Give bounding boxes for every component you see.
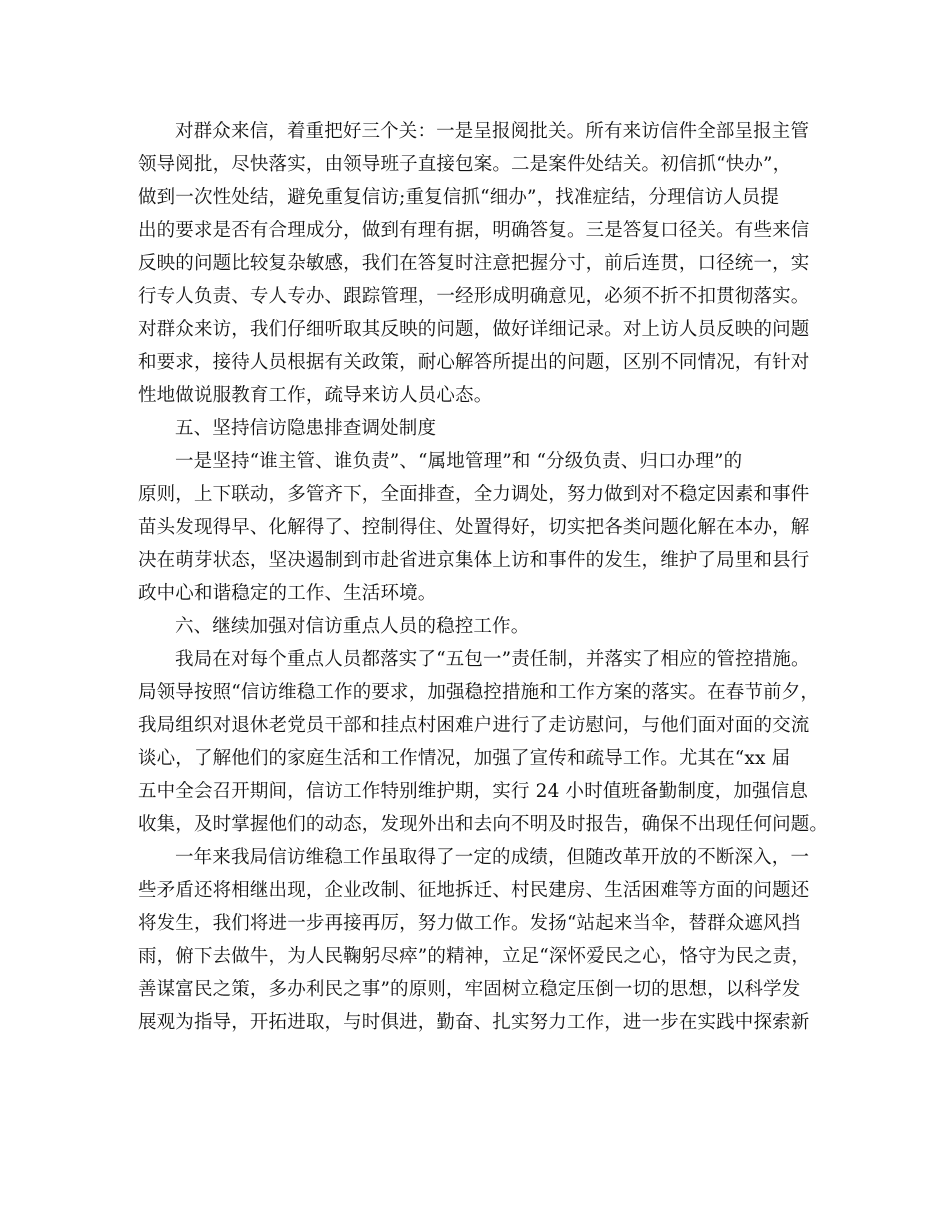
paragraph-line: 局领导按照“信访维稳工作的要求，加强稳控措施和工作方案的落实。在春节前夕，	[138, 682, 820, 703]
paragraph-line: 将发生，我们将进一步再接再厉，努力做工作。发扬“站起来当伞，替群众遮风挡	[138, 913, 801, 934]
paragraph-line: 收集，及时掌握他们的动态，发现外出和去向不明及时报告，确保不出现任何问题。	[138, 814, 829, 835]
paragraph-line: 五中全会召开期间，信访工作特别维护期，实行 24 小时值班备勤制度，加强信息	[138, 781, 809, 802]
paragraph-line: 善谋富民之策，多办利民之事”的原则，牢固树立稳定压倒一切的思想，以科学发	[138, 979, 801, 1000]
paragraph-line: 谈心，了解他们的家庭生活和工作情况，加强了宣传和疏导工作。尤其在“xx 届	[138, 748, 791, 769]
paragraph-line: 和要求，接待人员根据有关政策，耐心解答所提出的问题，区别不同情况，有针对	[138, 352, 810, 373]
paragraph-line: 出的要求是否有合理成分，做到有理有据，明确答复。三是答复口径关。有些来信	[138, 220, 810, 241]
paragraph-line: 原则，上下联动，多管齐下，全面排查，全力调处，努力做到对不稳定因素和事件	[138, 484, 810, 505]
paragraph-line: 展观为指导，开拓进取，与时俱进，勤奋、扎实努力工作，进一步在实践中探索新	[138, 1012, 810, 1033]
paragraph-line: 决在萌芽状态，坚决遏制到市赴省进京集体上访和事件的发生，维护了局里和县行	[138, 550, 810, 571]
paragraph-line: 性地做说服教育工作，疏导来访人员心态。	[138, 385, 493, 406]
paragraph-line: 苗头发现得早、化解得了、控制得住、处置得好，切实把各类问题化解在本办，解	[138, 517, 810, 538]
paragraph-line: 领导阅批，尽快落实，由领导班子直接包案。二是案件处结关。初信抓“快办”，	[138, 154, 792, 175]
paragraph-line: 六、继续加强对信访重点人员的稳控工作。	[175, 616, 530, 637]
paragraph-line: 政中心和谐稳定的工作、生活环境。	[138, 583, 437, 604]
paragraph-line: 我局在对每个重点人员都落实了“五包一”责任制，并落实了相应的管控措施。	[175, 649, 810, 670]
paragraph-line: 反映的问题比较复杂敏感，我们在答复时注意把握分寸，前后连贯，口径统一，实	[138, 253, 810, 274]
paragraph-line: 对群众来访，我们仔细听取其反映的问题，做好详细记录。对上访人员反映的问题	[138, 319, 810, 340]
paragraph-line: 五、坚持信访隐患排查调处制度	[175, 418, 437, 439]
paragraph-line: 我局组织对退休老党员干部和挂点村困难户进行了走访慰问，与他们面对面的交流	[138, 715, 810, 736]
paragraph-line: 一年来我局信访维稳工作虽取得了一定的成绩，但随改革开放的不断深入，一	[175, 847, 810, 868]
paragraph-line: 雨，俯下去做牛，为人民鞠躬尽瘁”的精神，立足“深怀爱民之心，恪守为民之责，	[138, 946, 810, 967]
paragraph-line: 一是坚持“谁主管、谁负责”、“属地管理”和 “分级负责、归口办理”的	[175, 451, 743, 472]
paragraph-line: 对群众来信，着重把好三个关：一是呈报阅批关。所有来访信件全部呈报主管	[175, 121, 810, 142]
paragraph-line: 些矛盾还将相继出现，企业改制、征地拆迁、村民建房、生活困难等方面的问题还	[138, 880, 810, 901]
paragraph-line: 行专人负责、专人专办、跟踪管理，一经形成明确意见，必须不折不扣贯彻落实。	[138, 286, 810, 307]
paragraph-line: 做到一次性处结，避免重复信访;重复信抓“细办”，找准症结，分理信访人员提	[138, 187, 780, 208]
